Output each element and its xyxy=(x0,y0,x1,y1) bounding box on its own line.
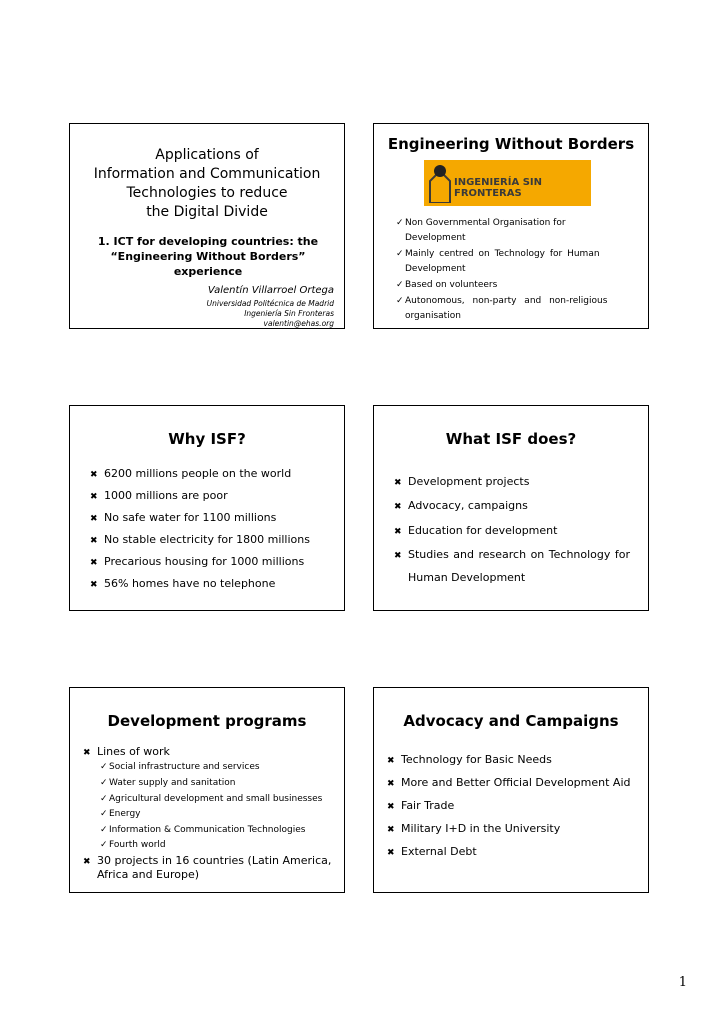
cross-mark-icon: ✖ xyxy=(90,492,98,502)
slide-1-subtitle: 1. ICT for developing countries: the “Engineering Without Borders” experience xyxy=(97,235,319,278)
slide-4-title: What ISF does? xyxy=(445,430,577,448)
cross-mark-icon: ✖ xyxy=(90,580,98,590)
cross-mark-icon: ✖ xyxy=(387,779,395,789)
slide-4 xyxy=(373,405,649,611)
cross-mark-icon: ✖ xyxy=(387,825,395,835)
list-item-continuation: Human Development xyxy=(408,571,526,584)
cross-mark-icon: ✖ xyxy=(387,756,395,766)
sub-list-item: ✓Social infrastructure and services xyxy=(100,762,260,772)
sub-list-item: ✓Fourth world xyxy=(100,840,166,850)
list-item-continuation: Development xyxy=(405,264,466,274)
list-item: ✓Mainly centred on Technology for Human xyxy=(396,249,600,259)
check-mark-icon: ✓ xyxy=(396,296,404,306)
list-item: ✖ 30 projects in 16 countries (Latin America, xyxy=(83,854,332,867)
list-item: ✖ Lines of work xyxy=(83,745,170,758)
list-item: ✓Non Governmental Organisation for xyxy=(396,218,566,228)
list-item: ✓Based on volunteers xyxy=(396,280,498,290)
list-item: ✓Autonomous, non-party and non-religious xyxy=(396,296,608,306)
cross-mark-icon: ✖ xyxy=(83,857,91,867)
cross-mark-icon: ✖ xyxy=(394,551,402,561)
slide-5 xyxy=(69,687,345,893)
slide-1 xyxy=(69,123,345,329)
list-item: ✖ More and Better Official Development Aid xyxy=(387,776,631,789)
list-item: ✖ 6200 millions people on the world xyxy=(90,467,292,480)
check-mark-icon: ✓ xyxy=(396,218,404,228)
check-mark-icon: ✓ xyxy=(396,249,404,259)
list-item: ✖ External Debt xyxy=(387,845,477,858)
cross-mark-icon: ✖ xyxy=(83,748,91,758)
list-item: ✖ Military I+D in the University xyxy=(387,822,561,835)
list-item: ✖ No safe water for 1100 millions xyxy=(90,511,277,524)
sub-list-item: ✓Information & Communication Technologies xyxy=(100,825,306,835)
list-item: ✖ Advocacy, campaigns xyxy=(394,499,528,512)
cross-mark-icon: ✖ xyxy=(90,558,98,568)
sub-list-item: ✓Agricultural development and small businesses xyxy=(100,794,323,804)
check-mark-icon: ✓ xyxy=(100,762,108,772)
list-item-continuation: Development xyxy=(405,233,466,243)
slide-2 xyxy=(373,123,649,329)
list-item: ✖ 1000 millions are poor xyxy=(90,489,228,502)
author-name: Valentín Villarroel Ortega xyxy=(207,285,334,296)
author-affiliations: Universidad Politécnica de Madrid Ingeniería Sin Fronteras valentin@ehas.org xyxy=(206,299,334,328)
check-mark-icon: ✓ xyxy=(100,794,108,804)
cross-mark-icon: ✖ xyxy=(90,536,98,546)
slide-3-title: Why ISF? xyxy=(168,430,246,448)
slide-6-title: Advocacy and Campaigns xyxy=(403,712,619,730)
check-mark-icon: ✓ xyxy=(100,840,108,850)
cross-mark-icon: ✖ xyxy=(394,527,402,537)
page-number: 1 xyxy=(678,975,687,990)
list-item: ✖ Education for development xyxy=(394,524,558,537)
slide-2-title: Engineering Without Borders xyxy=(387,135,635,153)
list-item: ✖ No stable electricity for 1800 millions xyxy=(90,533,310,546)
check-mark-icon: ✓ xyxy=(100,778,108,788)
list-item: ✖ Fair Trade xyxy=(387,799,455,812)
logo-text: INGENIERÍA SIN FRONTERAS xyxy=(454,177,542,199)
list-item: ✖ Precarious housing for 1000 millions xyxy=(90,555,305,568)
sub-list-item: ✓Water supply and sanitation xyxy=(100,778,236,788)
cross-mark-icon: ✖ xyxy=(394,478,402,488)
slide-1-title: Applications of Information and Communication Technologies to reduce the Digital Divide xyxy=(93,147,321,220)
slide-5-title: Development programs xyxy=(107,712,307,730)
slide-3 xyxy=(69,405,345,611)
list-item-continuation: organisation xyxy=(405,311,461,321)
cross-mark-icon: ✖ xyxy=(387,802,395,812)
cross-mark-icon: ✖ xyxy=(90,514,98,524)
list-item: ✖ 56% homes have no telephone xyxy=(90,577,276,590)
cross-mark-icon: ✖ xyxy=(90,470,98,480)
cross-mark-icon: ✖ xyxy=(387,848,395,858)
check-mark-icon: ✓ xyxy=(396,280,404,290)
list-item-continuation: Africa and Europe) xyxy=(97,868,200,881)
house-logo-icon xyxy=(428,163,452,203)
list-item: ✖ Studies and research on Technology for xyxy=(394,548,631,561)
list-item: ✖ Development projects xyxy=(394,475,530,488)
isf-logo xyxy=(424,160,591,206)
list-item: ✖ Technology for Basic Needs xyxy=(387,753,552,766)
slide-6 xyxy=(373,687,649,893)
cross-mark-icon: ✖ xyxy=(394,502,402,512)
sub-list-item: ✓Energy xyxy=(100,809,141,819)
check-mark-icon: ✓ xyxy=(100,809,108,819)
check-mark-icon: ✓ xyxy=(100,825,108,835)
